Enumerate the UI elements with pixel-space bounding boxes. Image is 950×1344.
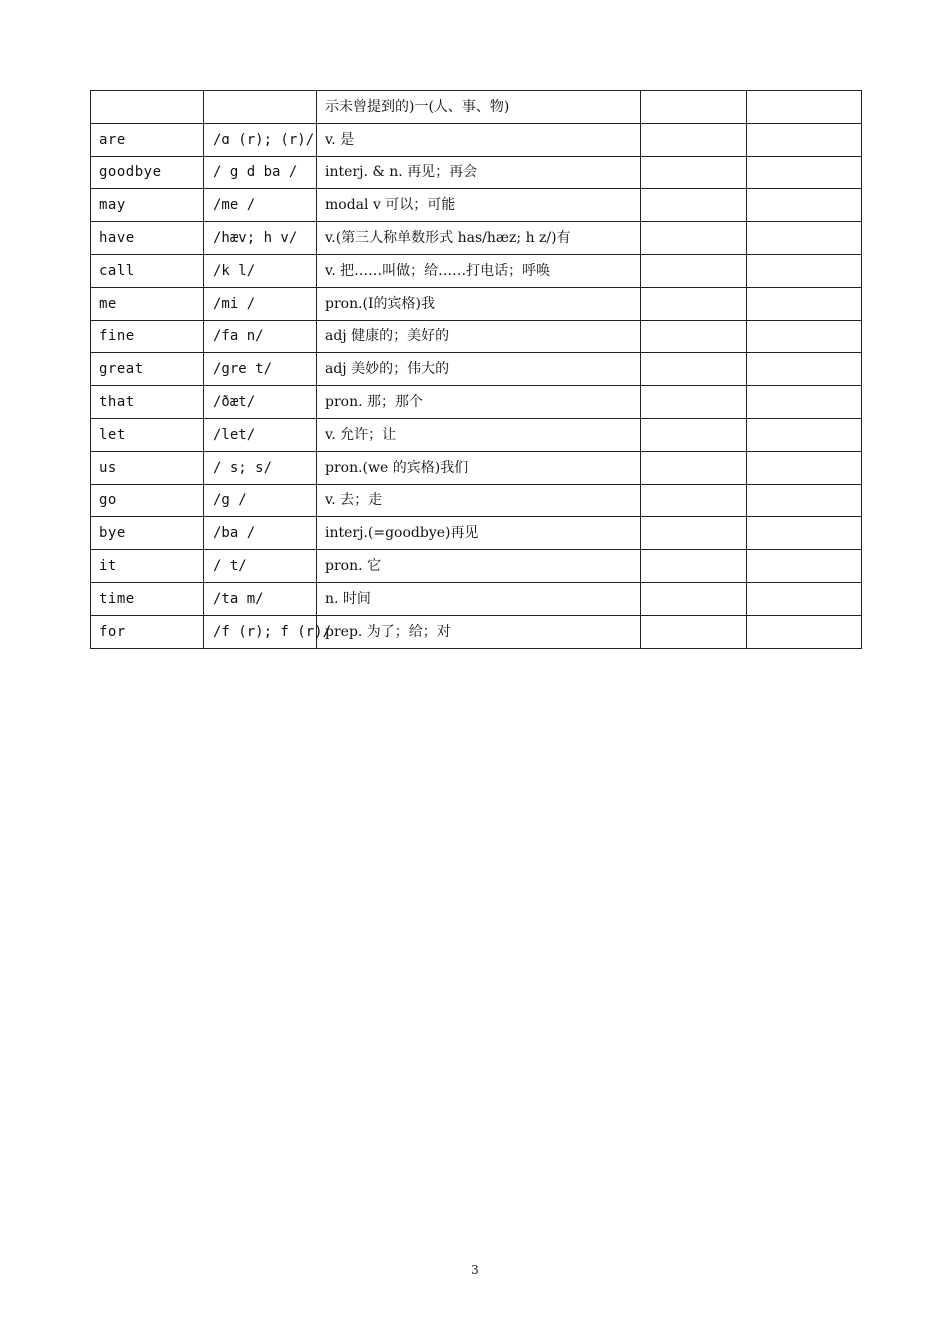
word-cell: call bbox=[91, 254, 204, 287]
phonetic-cell: /ðæt/ bbox=[204, 386, 317, 419]
table-row bbox=[91, 418, 862, 451]
blank-cell bbox=[747, 615, 862, 648]
word-cell: for bbox=[91, 615, 204, 648]
blank-cell bbox=[641, 156, 747, 189]
table-row bbox=[91, 517, 862, 550]
blank-cell bbox=[747, 550, 862, 583]
phonetic-cell: /hæv; h v/ bbox=[204, 222, 317, 255]
meaning-cell: modal v 可以；可能 bbox=[317, 189, 641, 222]
phonetic-cell: /ɑ (r); (r)/ bbox=[204, 123, 317, 156]
blank-cell bbox=[641, 418, 747, 451]
phonetic-cell: /ba / bbox=[204, 517, 317, 550]
word-cell: may bbox=[91, 189, 204, 222]
table-row bbox=[91, 451, 862, 484]
word-cell: time bbox=[91, 582, 204, 615]
meaning-cell: 示未曾提到的)一(人、事、物) bbox=[317, 91, 641, 124]
table-row bbox=[91, 550, 862, 583]
blank-cell bbox=[747, 386, 862, 419]
phonetic-cell: /k l/ bbox=[204, 254, 317, 287]
table-row bbox=[91, 353, 862, 386]
blank-cell bbox=[747, 320, 862, 353]
word-cell: let bbox=[91, 418, 204, 451]
table-row bbox=[91, 254, 862, 287]
word-cell: that bbox=[91, 386, 204, 419]
meaning-cell: interj.(=goodbye)再见 bbox=[317, 517, 641, 550]
blank-cell bbox=[641, 287, 747, 320]
phonetic-cell: /gre t/ bbox=[204, 353, 317, 386]
blank-cell bbox=[747, 353, 862, 386]
blank-cell bbox=[747, 254, 862, 287]
table-row bbox=[91, 91, 862, 124]
phonetic-cell: / s; s/ bbox=[204, 451, 317, 484]
blank-cell bbox=[641, 222, 747, 255]
meaning-cell: adj 健康的；美好的 bbox=[317, 320, 641, 353]
blank-cell bbox=[641, 353, 747, 386]
blank-cell bbox=[747, 123, 862, 156]
blank-cell bbox=[747, 222, 862, 255]
meaning-cell: v. 把……叫做；给……打电话；呼唤 bbox=[317, 254, 641, 287]
table-row bbox=[91, 582, 862, 615]
phonetic-cell: /f (r); f (r)/ bbox=[204, 615, 317, 648]
word-cell: us bbox=[91, 451, 204, 484]
blank-cell bbox=[641, 550, 747, 583]
blank-cell bbox=[747, 189, 862, 222]
blank-cell bbox=[641, 91, 747, 124]
table-row bbox=[91, 615, 862, 648]
blank-cell bbox=[641, 582, 747, 615]
phonetic-cell bbox=[204, 91, 317, 124]
phonetic-cell: /mi / bbox=[204, 287, 317, 320]
phonetic-cell: /me / bbox=[204, 189, 317, 222]
blank-cell bbox=[641, 320, 747, 353]
word-cell: are bbox=[91, 123, 204, 156]
word-cell: goodbye bbox=[91, 156, 204, 189]
page-number: 3 bbox=[471, 1263, 479, 1277]
blank-cell bbox=[641, 517, 747, 550]
table-row bbox=[91, 320, 862, 353]
blank-cell bbox=[747, 582, 862, 615]
meaning-cell: v.(第三人称单数形式 has/hæz; h z/)有 bbox=[317, 222, 641, 255]
meaning-cell: adj 美妙的；伟大的 bbox=[317, 353, 641, 386]
word-cell: it bbox=[91, 550, 204, 583]
blank-cell bbox=[641, 484, 747, 517]
blank-cell bbox=[747, 517, 862, 550]
blank-cell bbox=[747, 156, 862, 189]
word-cell bbox=[91, 91, 204, 124]
meaning-cell: pron. 它 bbox=[317, 550, 641, 583]
meaning-cell: pron.(we 的宾格)我们 bbox=[317, 451, 641, 484]
meaning-cell: pron. 那；那个 bbox=[317, 386, 641, 419]
meaning-cell: n. 时间 bbox=[317, 582, 641, 615]
meaning-cell: v. 允许；让 bbox=[317, 418, 641, 451]
table-row bbox=[91, 189, 862, 222]
blank-cell bbox=[641, 615, 747, 648]
table-row bbox=[91, 123, 862, 156]
table-row bbox=[91, 386, 862, 419]
phonetic-cell: /ta m/ bbox=[204, 582, 317, 615]
table-row bbox=[91, 484, 862, 517]
phonetic-cell: /g / bbox=[204, 484, 317, 517]
word-cell: fine bbox=[91, 320, 204, 353]
table-row bbox=[91, 287, 862, 320]
word-cell: go bbox=[91, 484, 204, 517]
blank-cell bbox=[747, 484, 862, 517]
phonetic-cell: / t/ bbox=[204, 550, 317, 583]
word-cell: have bbox=[91, 222, 204, 255]
word-cell: bye bbox=[91, 517, 204, 550]
blank-cell bbox=[641, 254, 747, 287]
phonetic-cell: /fa n/ bbox=[204, 320, 317, 353]
vocabulary-table bbox=[90, 90, 862, 649]
blank-cell bbox=[641, 123, 747, 156]
meaning-cell: pron.(I的宾格)我 bbox=[317, 287, 641, 320]
table-row bbox=[91, 222, 862, 255]
blank-cell bbox=[641, 451, 747, 484]
word-cell: great bbox=[91, 353, 204, 386]
blank-cell bbox=[747, 91, 862, 124]
meaning-cell: interj. & n. 再见；再会 bbox=[317, 156, 641, 189]
meaning-cell: v. 去；走 bbox=[317, 484, 641, 517]
meaning-cell: prep. 为了；给；对 bbox=[317, 615, 641, 648]
blank-cell bbox=[641, 189, 747, 222]
blank-cell bbox=[747, 287, 862, 320]
word-cell: me bbox=[91, 287, 204, 320]
phonetic-cell: / g d ba / bbox=[204, 156, 317, 189]
meaning-cell: v. 是 bbox=[317, 123, 641, 156]
blank-cell bbox=[641, 386, 747, 419]
blank-cell bbox=[747, 451, 862, 484]
blank-cell bbox=[747, 418, 862, 451]
table-row bbox=[91, 156, 862, 189]
phonetic-cell: /let/ bbox=[204, 418, 317, 451]
